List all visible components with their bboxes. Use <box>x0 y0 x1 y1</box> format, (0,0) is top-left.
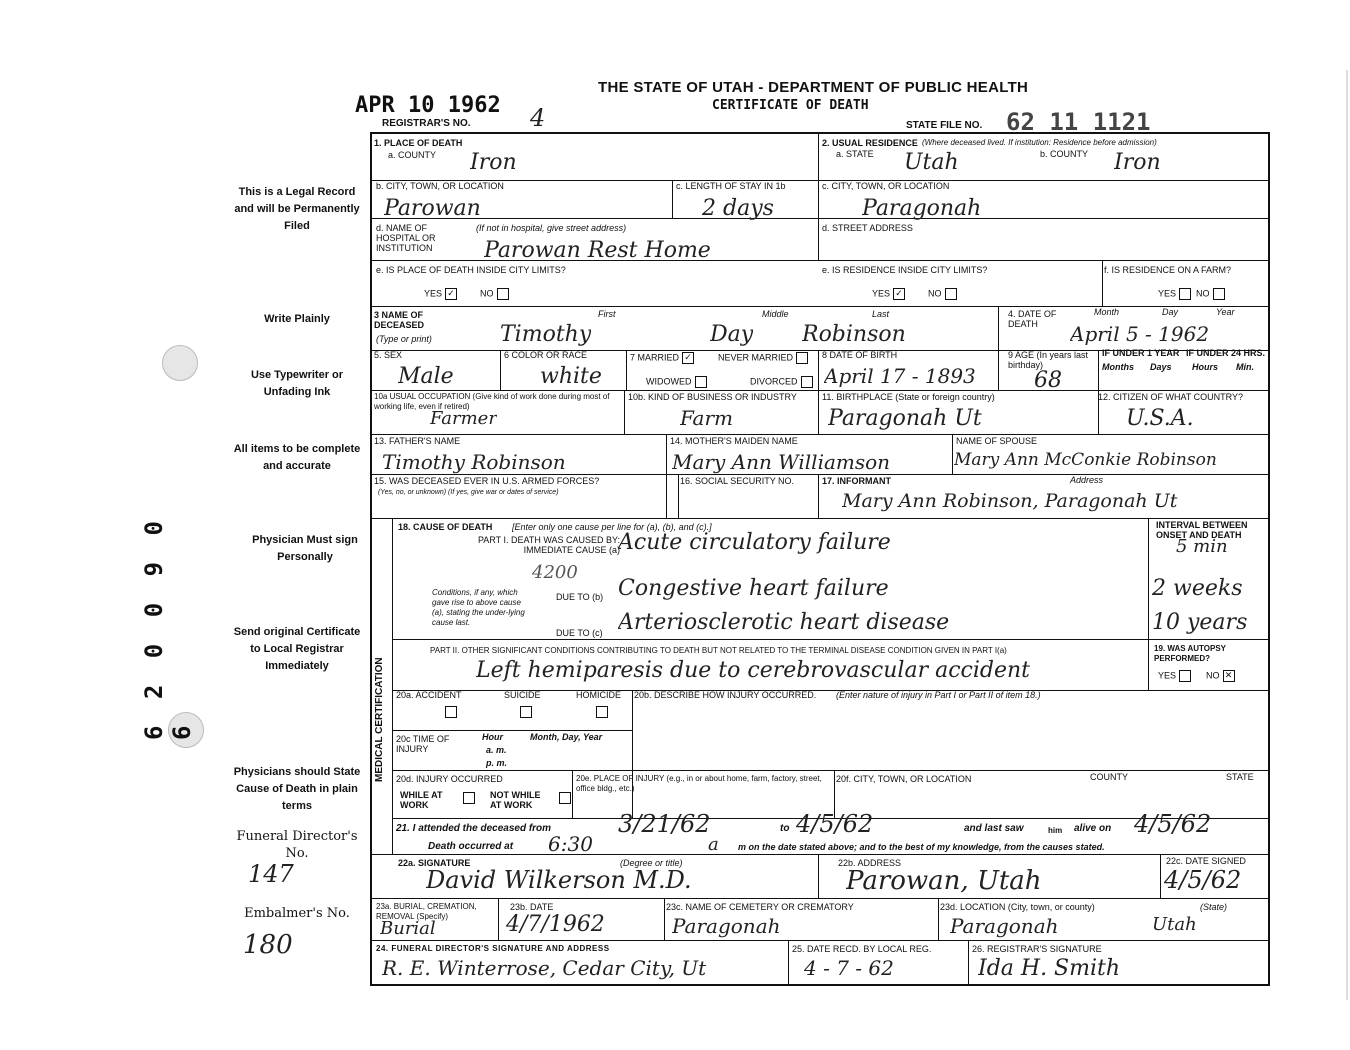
hour-label: Hour <box>482 732 503 742</box>
send-original-note: Send original Certificate to Local Registrar Immediately <box>233 626 361 672</box>
birthplace-value: Paragonah Ut <box>828 406 982 431</box>
last-label: Last <box>872 309 890 319</box>
fathers-name-value: Timothy Robinson <box>382 450 566 474</box>
injury-state-label: STATE <box>1226 772 1254 782</box>
death-occurred-label: Death occurred at <box>428 841 514 852</box>
birthplace-label: 11. BIRTHPLACE (State or foreign country) <box>822 392 995 402</box>
usual-residence-note: (Where deceased lived. If institution: Residence before admission) <box>922 138 1157 147</box>
burial-value: Burial <box>380 918 436 939</box>
alive-on-label: alive on <box>1074 823 1112 834</box>
never-married-option[interactable]: NEVER MARRIED <box>718 352 808 364</box>
hospital-label: d. NAME OF HOSPITAL OR INSTITUTION <box>376 223 436 253</box>
race-value: white <box>540 364 602 389</box>
funeral-director-no: 147 <box>248 860 294 888</box>
death-time-value: 6:30 <box>548 832 593 856</box>
homicide-checkbox[interactable] <box>596 706 608 718</box>
inside-city-yes[interactable]: YES ✓ <box>424 288 457 300</box>
certificate-title: CERTIFICATE OF DEATH <box>712 98 869 113</box>
citizen-value: U.S.A. <box>1126 406 1194 431</box>
on-farm-label: f. IS RESIDENCE ON A FARM? <box>1104 265 1232 275</box>
color-race-label: 6 COLOR OR RACE <box>504 350 588 360</box>
cemetery-label: 23c. NAME OF CEMETERY OR CREMATORY <box>666 902 854 912</box>
day-label: Day <box>1162 307 1179 317</box>
sex-label: 5. SEX <box>374 350 403 360</box>
location-state-value: Utah <box>1152 914 1197 935</box>
place-of-injury-label: 20e. PLACE OF INJURY (e.g., in or about home, farm, factory, street, office bldg., etc.) <box>576 774 822 793</box>
year-label: Year <box>1216 307 1235 317</box>
not-while-at-work-label: NOT WHILE AT WORK <box>490 790 541 810</box>
place-of-death-label: 1. PLACE OF DEATH <box>374 138 463 148</box>
homicide-label: HOMICIDE <box>576 690 621 700</box>
due-to-b-label: DUE TO (b) <box>556 592 604 602</box>
cause-plain-note: Physicians should State Cause of Death in plain terms <box>233 766 361 812</box>
occupation-value: Farmer <box>430 408 497 429</box>
residence-city-value: Paragonah <box>862 196 982 221</box>
while-at-work-checkbox[interactable] <box>463 792 475 804</box>
residence-county-label: b. COUNTY <box>1040 149 1089 159</box>
fathers-name-label: 13. FATHER'S NAME <box>374 436 461 446</box>
signature-label: 22a. SIGNATURE <box>398 858 471 868</box>
date-signed-value: 4/5/62 <box>1164 866 1242 894</box>
describe-injury-note: (Enter nature of injury in Part I or Part II of item 18.) <box>836 690 1041 700</box>
burial-label: 23a. BURIAL, CREMATION, REMOVAL (Specify) <box>376 902 477 921</box>
legal-record-note: This is a Legal Record and will be Permanently Filed <box>234 186 360 232</box>
date-signed-label: 22c. DATE SIGNED <box>1166 856 1246 866</box>
injury-city-label: 20f. CITY, TOWN, OR LOCATION <box>836 774 972 784</box>
part1-label: PART I. DEATH WAS CAUSED BY: IMMEDIATE CAUSE (a) <box>477 535 620 555</box>
part2-label: PART II. OTHER SIGNIFICANT CONDITIONS CONTRIBUTING TO DEATH BUT NOT RELATED TO THE TERMINAL DISEASE CONDITION GIVEN IN PART I(a) <box>430 646 1007 655</box>
typewriter-note: Use Typewriter or Unfading Ink <box>250 369 344 398</box>
cause-code: 4200 <box>532 562 578 583</box>
suicide-label: SUICIDE <box>504 690 541 700</box>
county-label: a. COUNTY <box>388 150 437 160</box>
usual-residence-label: 2. USUAL RESIDENCE <box>822 138 918 148</box>
cause-of-death-label: 18. CAUSE OF DEATH <box>398 522 493 532</box>
length-of-stay-label: c. LENGTH OF STAY IN 1b <box>676 181 786 191</box>
mothers-name-label: 14. MOTHER'S MAIDEN NAME <box>670 436 798 446</box>
write-plainly-note: Write Plainly <box>264 313 330 325</box>
min-label: Min. <box>1236 362 1254 372</box>
informant-value: Mary Ann Robinson, Paragonah Ut <box>842 490 1178 512</box>
months-label: Months <box>1102 362 1134 372</box>
not-while-at-work-checkbox[interactable] <box>559 792 571 804</box>
under-24-hrs-label: IF UNDER 24 HRS. <box>1186 348 1266 358</box>
spouse-value: Mary Ann McConkie Robinson <box>954 450 1217 470</box>
month-day-year-label: Month, Day, Year <box>530 732 603 742</box>
informant-address-label: Address <box>1070 475 1104 485</box>
state-file-label: STATE FILE NO. <box>906 120 983 131</box>
armed-forces-label: 15. WAS DECEASED EVER IN U.S. ARMED FORCES? <box>374 476 600 486</box>
on-farm-no[interactable]: NO <box>1196 288 1225 300</box>
injury-occurred-label: 20d. INJURY OCCURRED <box>396 774 503 784</box>
date-of-birth-label: 8 DATE OF BIRTH <box>822 350 898 360</box>
burial-date-value: 4/7/1962 <box>506 912 605 937</box>
to-label: to <box>780 823 790 834</box>
cause-note: [Enter only one cause per line for (a), (b), and (c).] <box>512 522 712 532</box>
type-or-print-label: (Type or print) <box>376 334 432 344</box>
month-label: Month <box>1094 307 1120 317</box>
residence-county-value: Iron <box>1114 150 1161 175</box>
cemetery-value: Paragonah <box>672 914 781 938</box>
citizen-label: 12. CITIZEN OF WHAT COUNTRY? <box>1098 392 1244 402</box>
middle-label: Middle <box>762 309 789 319</box>
accident-checkbox[interactable] <box>445 706 457 718</box>
attended-to-value: 4/5/62 <box>796 810 874 838</box>
suicide-checkbox[interactable] <box>520 706 532 718</box>
due-to-c-label: DUE TO (c) <box>556 628 603 638</box>
complete-note: All items to be complete and accurate <box>233 443 361 472</box>
interval-a-value: 5 min <box>1176 536 1228 557</box>
embalmer-no: 180 <box>243 930 293 960</box>
interval-label: INTERVAL BETWEEN ONSET AND DEATH <box>1156 520 1248 540</box>
registrar-no-label: REGISTRAR'S NO. <box>382 118 471 129</box>
location-value: Paragonah <box>950 914 1059 938</box>
mothers-name-value: Mary Ann Williamson <box>672 450 891 474</box>
married-option[interactable]: 7 MARRIED ✓ <box>630 352 694 364</box>
widowed-option[interactable]: WIDOWED <box>646 376 707 388</box>
hours-label: Hours <box>1192 362 1219 372</box>
him-label: him <box>1048 826 1063 835</box>
am-label: a. m. <box>486 745 507 755</box>
death-ampm-value: a <box>708 834 719 855</box>
divorced-option[interactable]: DIVORCED <box>750 376 813 388</box>
burial-date-label: 23b. DATE <box>510 902 554 912</box>
street-address-label: d. STREET ADDRESS <box>822 223 913 233</box>
physician-signature: David Wilkerson M.D. <box>426 866 692 894</box>
accident-label: 20a. ACCIDENT <box>396 690 462 700</box>
date-of-death-value: April 5 - 1962 <box>1070 322 1210 346</box>
res-inside-city-no[interactable]: NO <box>928 288 957 300</box>
interval-b-value: 2 weeks <box>1152 576 1243 601</box>
location-label: 23d. LOCATION (City, town, or county) <box>940 902 1095 912</box>
registrar-sig-label: 26. REGISTRAR'S SIGNATURE <box>972 944 1102 954</box>
occupation-label: 10a USUAL OCCUPATION (Give kind of work done during most of working life, even if retired) <box>374 392 610 411</box>
while-at-work-label: WHILE AT WORK <box>400 790 443 810</box>
physician-address-value: Parowan, Utah <box>846 866 1042 896</box>
armed-forces-note: (Yes, no, or unknown) (If yes, give war or dates of service) <box>378 489 559 496</box>
state-label: a. STATE <box>836 149 874 159</box>
punch-hole <box>162 345 198 381</box>
attended-from-label: 21. I attended the deceased from <box>396 823 552 834</box>
degree-label: (Degree or title) <box>620 858 683 868</box>
medical-certification-label: MEDICAL CERTIFICATION <box>374 657 385 782</box>
death-statement: m on the date stated above; and to the best of my knowledge, from the causes stated. <box>738 842 1105 852</box>
hospital-value: Parowan Rest Home <box>484 238 711 263</box>
on-farm-yes[interactable]: YES <box>1158 288 1191 300</box>
autopsy-label: 19. WAS AUTOPSY PERFORMED? <box>1154 644 1226 663</box>
first-label: First <box>598 309 616 319</box>
autopsy-no[interactable]: NO ✕ <box>1206 670 1235 682</box>
inside-city-no[interactable]: NO <box>480 288 509 300</box>
days-label: Days <box>1150 362 1172 372</box>
alive-on-value: 4/5/62 <box>1134 810 1212 838</box>
autopsy-yes[interactable]: YES <box>1158 670 1191 682</box>
vertical-file-no: 6 2 0 0 9 0 6 <box>140 515 196 740</box>
funeral-director-sig: R. E. Winterrose, Cedar City, Ut <box>382 956 707 980</box>
last-name-value: Robinson <box>802 322 906 347</box>
length-of-stay-value: 2 days <box>702 196 774 221</box>
attended-from-value: 3/21/62 <box>618 810 711 838</box>
physician-address-label: 22b. ADDRESS <box>838 858 902 868</box>
describe-injury-label: 20b. DESCRIBE HOW INJURY OCCURRED. <box>634 690 817 700</box>
date-recd-label: 25. DATE RECD. BY LOCAL REG. <box>792 944 932 954</box>
agency-title: THE STATE OF UTAH - DEPARTMENT OF PUBLIC HEALTH <box>598 79 1029 96</box>
embalmer-label: Embalmer's No. <box>244 906 350 921</box>
spouse-label: NAME OF SPOUSE <box>956 436 1038 446</box>
county-value: Iron <box>470 150 517 175</box>
part2-value: Left hemiparesis due to cerebrovascular accident <box>476 658 1030 683</box>
location-state-label: (State) <box>1200 902 1228 912</box>
sex-value: Male <box>398 364 454 389</box>
age-label: 9 AGE (In years last birthday) <box>1008 350 1089 370</box>
registrar-signature: Ida H. Smith <box>978 956 1121 981</box>
date-of-death-label: 4. DATE OF DEATH <box>1008 309 1057 329</box>
conditions-label: Conditions, if any, which gave rise to above cause (a), stating the under-lying cause last. <box>432 588 525 627</box>
state-file-no: 62 11 1121 <box>1006 108 1151 136</box>
interval-c-value: 10 years <box>1152 610 1248 635</box>
city-label: b. CITY, TOWN, OR LOCATION <box>376 181 504 191</box>
first-name-value: Timothy <box>500 322 592 347</box>
city-value: Parowan <box>384 196 481 221</box>
date-of-birth-value: April 17 - 1893 <box>824 364 976 388</box>
injury-county-label: COUNTY <box>1090 772 1128 782</box>
res-inside-city-yes[interactable]: YES ✓ <box>872 288 905 300</box>
residence-city-label: c. CITY, TOWN, OR LOCATION <box>822 181 950 191</box>
funeral-director-sig-label: 24. FUNERAL DIRECTOR'S SIGNATURE AND ADDRESS <box>376 944 610 953</box>
cause-b-value: Congestive heart failure <box>618 576 889 601</box>
cause-a-value: Acute circulatory failure <box>618 530 891 555</box>
kind-of-business-label: 10b. KIND OF BUSINESS OR INDUSTRY <box>628 392 797 402</box>
residence-state-value: Utah <box>904 150 959 175</box>
pm-label: p. m. <box>486 758 508 768</box>
registrar-no: 4 <box>530 104 546 132</box>
residence-inside-city-label: e. IS RESIDENCE INSIDE CITY LIMITS? <box>822 265 988 275</box>
physician-note: Physician Must sign Personally <box>252 534 358 563</box>
time-of-injury-label: 20c TIME OF INJURY <box>396 734 450 754</box>
name-of-deceased-label: 3 NAME OF DECEASED <box>374 310 425 330</box>
informant-label: 17. INFORMANT <box>822 476 892 486</box>
inside-city-label: e. IS PLACE OF DEATH INSIDE CITY LIMITS? <box>376 265 566 275</box>
under-1-year-label: IF UNDER 1 YEAR <box>1102 348 1180 358</box>
cause-c-value: Arteriosclerotic heart disease <box>618 610 950 635</box>
last-saw-label: and last saw <box>964 823 1024 834</box>
date-recd-value: 4 - 7 - 62 <box>804 956 894 980</box>
ssn-label: 16. SOCIAL SECURITY NO. <box>680 476 795 486</box>
funeral-director-label: Funeral Director's No. <box>236 829 358 861</box>
hospital-note: (If not in hospital, give street address) <box>476 223 627 233</box>
middle-name-value: Day <box>710 322 754 347</box>
kind-of-business-value: Farm <box>680 406 733 430</box>
received-stamp-date: APR 10 1962 <box>355 93 501 118</box>
age-value: 68 <box>1034 368 1062 393</box>
